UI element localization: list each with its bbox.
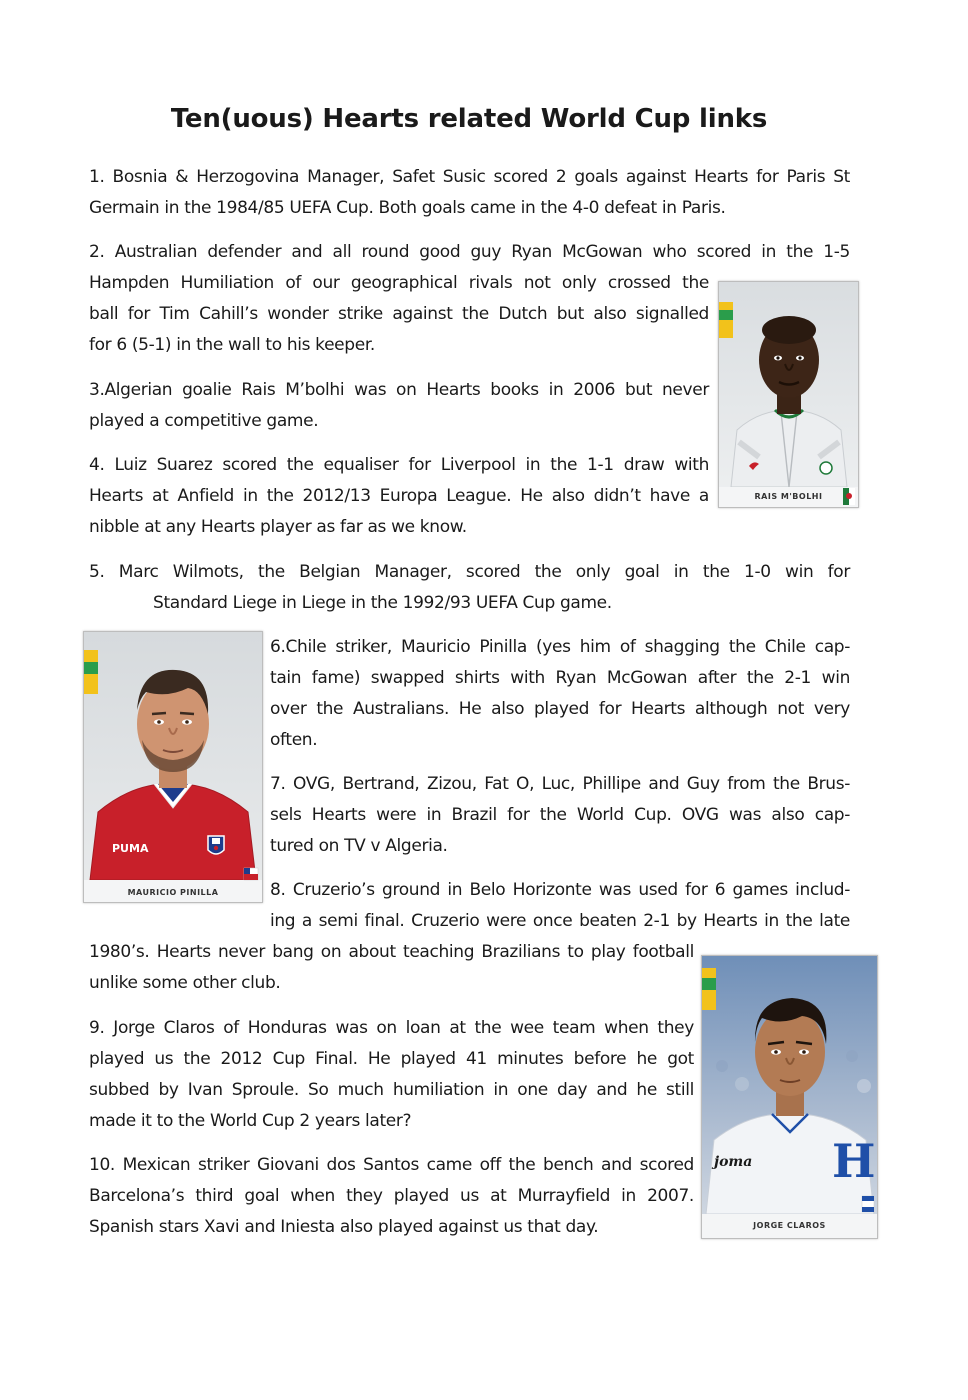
item-9-line: subbed by Ivan Sproule. So much humiliation in one day and he still <box>89 1080 694 1100</box>
item-10-line: Spanish stars Xavi and Iniesta also played against us that day. <box>89 1217 599 1237</box>
item-5-line: 5. Marc Wilmots, the Belgian Manager, scored the only goal in the 1-0 win for <box>89 562 850 582</box>
item-5-line: Standard Liege in Liege in the 1992/93 UEFA Cup game. <box>153 593 612 613</box>
shirt-letter: H <box>832 1134 876 1188</box>
item-3-line: 3.Algerian goalie Rais M’bolhi was on Hearts books in 2006 but never <box>89 380 709 400</box>
sticker-caption-claros: JORGE CLAROS <box>753 1221 826 1230</box>
item-4-line: 4. Luiz Suarez scored the equaliser for Liverpool in the 1-1 draw with <box>89 455 709 475</box>
item-6-line: over the Australians. He also played for Hearts although not very <box>270 699 850 719</box>
item-9-line: 9. Jorge Claros of Honduras was on loan at the wee team when they <box>89 1018 694 1038</box>
item-8-line: 8. Cruzerio’s ground in Belo Horizonte was used for 6 games includ- <box>270 880 850 900</box>
item-9-line: played us the 2012 Cup Final. He played 41 minutes before he got <box>89 1049 694 1069</box>
item-6-line: tain fame) swapped shirts with Ryan McGowan after the 2-1 win <box>270 668 850 688</box>
item-10 <box>89 1150 694 1243</box>
item-1-line: 1. Bosnia & Herzogovina Manager, Safet Susic scored 2 goals against Hearts for Paris St <box>89 167 850 187</box>
item-4 <box>89 450 709 543</box>
item-10-line: Barcelona’s third goal when they played us at Murrayfield in 2007. <box>89 1186 694 1206</box>
item-8-line: ing a semi final. Cruzerio were once beaten 2-1 by Hearts in the late <box>270 911 850 931</box>
item-5 <box>89 557 850 619</box>
item-3 <box>89 375 709 437</box>
item-6-line: 6.Chile striker, Mauricio Pinilla (yes him of shagging the Chile cap- <box>270 637 850 657</box>
item-7-line: 7. OVG, Bertrand, Zizou, Fat O, Luc, Phillipe and Guy from the Brus- <box>270 774 850 794</box>
sticker-rais-mbolhi <box>718 281 859 508</box>
player-photo-claros <box>702 956 877 1238</box>
item-8-line: unlike some other club. <box>89 973 281 993</box>
item-4-line: Hearts at Anfield in the 2012/13 Europa League. He also didn’t have a <box>89 486 709 506</box>
joma-logo: joma <box>714 1154 753 1170</box>
item-3-line: played a competitive game. <box>89 411 319 431</box>
item-1-line: Germain in the 1984/85 UEFA Cup. Both goals came in the 4-0 defeat in Paris. <box>89 198 726 218</box>
sticker-caption-pinilla: MAURICIO PINILLA <box>127 888 219 897</box>
sticker-caption-mbolhi: RAIS M'BOLHI <box>754 492 823 501</box>
item-1 <box>89 162 850 224</box>
player-photo-pinilla <box>84 632 262 902</box>
item-2-line: for 6 (5-1) in the wall to his keeper. <box>89 335 375 355</box>
item-2-line: 2. Australian defender and all round good guy Ryan McGowan who scored in the 1-5 <box>89 242 850 262</box>
page-title: Ten(uous) Hearts related World Cup links <box>170 104 768 134</box>
sticker-jorge-claros <box>701 955 878 1239</box>
item-7 <box>270 769 850 862</box>
item-9 <box>89 1013 694 1137</box>
item-2-line: Hampden Humiliation of our geographical rivals not only crossed the <box>89 273 709 293</box>
item-10-line: 10. Mexican striker Giovani dos Santos came off the bench and scored <box>89 1155 694 1175</box>
item-9-line: made it to the World Cup 2 years later? <box>89 1111 412 1131</box>
item-2-line: ball for Tim Cahill’s wonder strike against the Dutch but also signalled <box>89 304 709 324</box>
item-4-line: nibble at any Hearts player as far as we know. <box>89 517 467 537</box>
item-7-line: tured on TV v Algeria. <box>270 836 448 856</box>
item-7-line: sels Hearts were in Brazil for the World Cup. OVG was also cap- <box>270 805 850 825</box>
item-8-line: 1980’s. Hearts never bang on about teaching Brazilians to play football <box>89 942 694 962</box>
item-6 <box>270 632 850 756</box>
svg-text:PUMA: PUMA <box>112 842 149 855</box>
sticker-mauricio-pinilla <box>83 631 263 903</box>
player-photo-mbolhi <box>719 282 858 507</box>
item-6-line: often. <box>270 730 318 750</box>
